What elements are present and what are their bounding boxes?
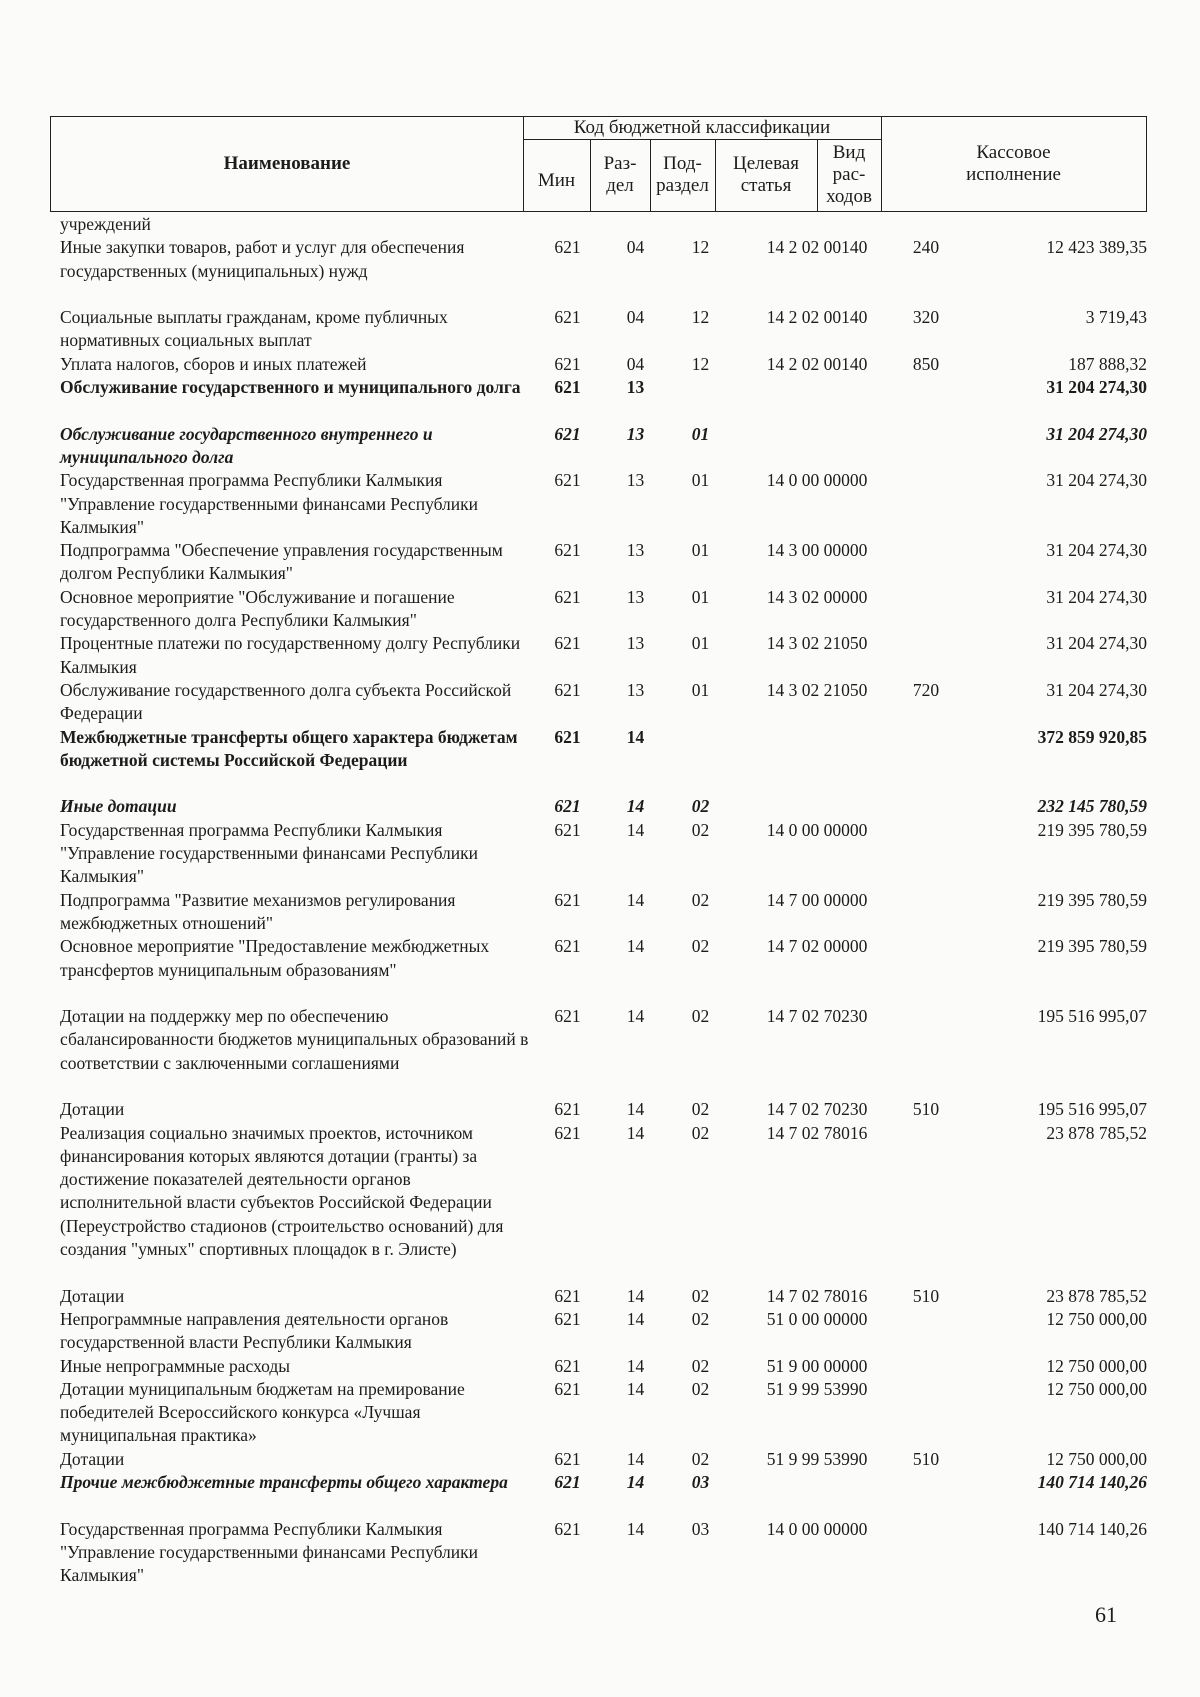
row-podrazdel: 02 bbox=[691, 1122, 710, 1143]
table-row bbox=[60, 539, 1147, 586]
row-name: Иные дотации bbox=[60, 796, 177, 817]
table-row bbox=[60, 819, 1147, 889]
row-razdel: 13 bbox=[626, 586, 645, 607]
row-podrazdel: 12 bbox=[691, 353, 710, 374]
row-name: Процентные платежи по государственному долгу Республики Калмыкия bbox=[60, 633, 521, 677]
row-sum: 31 204 274,30 bbox=[1046, 679, 1147, 700]
row-name: Дотации bbox=[60, 1448, 125, 1469]
row-razdel: 14 bbox=[626, 1472, 645, 1493]
row-celevaya: 14 2 02 00140 bbox=[766, 237, 868, 258]
row-sum: 195 516 995,07 bbox=[1037, 1006, 1147, 1027]
table-row bbox=[60, 1378, 1147, 1448]
table-row bbox=[60, 935, 1147, 1005]
table-row bbox=[60, 1355, 1147, 1378]
table-row bbox=[60, 376, 1147, 423]
row-sum: 232 145 780,59 bbox=[1037, 796, 1147, 817]
row-podrazdel: 02 bbox=[691, 796, 710, 817]
table-row bbox=[60, 469, 1147, 539]
row-min: 621 bbox=[554, 353, 581, 374]
row-sum: 12 750 000,00 bbox=[1046, 1355, 1147, 1376]
row-name: Межбюджетные трансферты общего характера бюджетам бюджетной системы Российской Федерации bbox=[60, 726, 518, 770]
row-celevaya: 51 9 99 53990 bbox=[766, 1378, 868, 1399]
row-vid: 320 bbox=[912, 307, 940, 328]
row-podrazdel: 02 bbox=[691, 1006, 710, 1027]
row-celevaya: 14 7 02 70230 bbox=[766, 1006, 868, 1027]
row-celevaya: 14 7 02 78016 bbox=[766, 1122, 868, 1143]
row-celevaya: 14 7 00 00000 bbox=[766, 889, 868, 910]
row-celevaya: 14 7 02 70230 bbox=[766, 1099, 868, 1120]
row-celevaya: 14 0 00 00000 bbox=[766, 1518, 868, 1539]
row-name: Социальные выплаты гражданам, кроме публичных нормативных социальных выплат bbox=[60, 307, 448, 351]
row-min: 621 bbox=[554, 1355, 581, 1376]
row-podrazdel: 12 bbox=[691, 307, 710, 328]
row-razdel: 04 bbox=[626, 353, 645, 374]
table-row bbox=[60, 353, 1147, 376]
row-celevaya: 14 0 00 00000 bbox=[766, 470, 868, 491]
row-name: Дотации bbox=[60, 1285, 125, 1306]
row-sum: 23 878 785,52 bbox=[1046, 1122, 1147, 1143]
table-row bbox=[60, 423, 1147, 470]
row-razdel: 14 bbox=[626, 889, 645, 910]
row-sum: 140 714 140,26 bbox=[1037, 1472, 1147, 1493]
row-min: 621 bbox=[554, 1285, 581, 1306]
row-sum: 372 859 920,85 bbox=[1037, 726, 1147, 747]
row-name: Основное мероприятие "Предоставление межбюджетных трансфертов муниципальным образованиям" bbox=[60, 936, 490, 980]
header-podrazdel: Под- раздел bbox=[656, 153, 709, 196]
row-razdel: 13 bbox=[626, 633, 645, 654]
header-name: Наименование bbox=[223, 153, 351, 174]
row-sum: 187 888,32 bbox=[1068, 353, 1147, 374]
row-min: 621 bbox=[554, 633, 581, 654]
row-min: 621 bbox=[554, 796, 581, 817]
row-min: 621 bbox=[554, 1518, 581, 1539]
row-min: 621 bbox=[554, 540, 581, 561]
row-name: Иные закупки товаров, работ и услуг для обеспечения государственных (муниципальных) нужд bbox=[60, 237, 465, 281]
row-razdel: 13 bbox=[626, 377, 645, 398]
row-podrazdel: 12 bbox=[691, 237, 710, 258]
row-min: 621 bbox=[554, 1308, 581, 1329]
row-min: 621 bbox=[554, 307, 581, 328]
row-sum: 12 750 000,00 bbox=[1046, 1448, 1147, 1469]
row-min: 621 bbox=[554, 237, 581, 258]
row-name: Подпрограмма "Развитие механизмов регулирования межбюджетных отношений" bbox=[60, 889, 456, 933]
row-razdel: 13 bbox=[626, 540, 645, 561]
table-row bbox=[60, 213, 1147, 236]
table-row bbox=[60, 1518, 1147, 1588]
row-min: 621 bbox=[554, 586, 581, 607]
row-celevaya: 14 7 02 00000 bbox=[766, 936, 868, 957]
row-sum: 31 204 274,30 bbox=[1046, 470, 1147, 491]
row-podrazdel: 02 bbox=[691, 819, 710, 840]
row-vid: 850 bbox=[912, 353, 940, 374]
row-min: 621 bbox=[554, 819, 581, 840]
row-razdel: 14 bbox=[626, 1099, 645, 1120]
row-celevaya: 14 3 02 00000 bbox=[766, 586, 868, 607]
table-row bbox=[60, 1448, 1147, 1471]
row-celevaya: 14 2 02 00140 bbox=[766, 353, 868, 374]
row-name: Уплата налогов, сборов и иных платежей bbox=[60, 353, 367, 374]
row-podrazdel: 02 bbox=[691, 1099, 710, 1120]
row-podrazdel: 01 bbox=[691, 423, 710, 444]
table-row bbox=[60, 236, 1147, 306]
row-razdel: 14 bbox=[626, 936, 645, 957]
row-podrazdel: 03 bbox=[691, 1472, 710, 1493]
row-name: Обслуживание государственного внутреннего и муниципального долга bbox=[60, 423, 433, 467]
table-row bbox=[60, 1005, 1147, 1098]
row-podrazdel: 02 bbox=[691, 889, 710, 910]
row-name: Государственная программа Республики Калмыкия "Управление государственными финансами Республики Калмыкия" bbox=[60, 470, 479, 537]
row-razdel: 14 bbox=[626, 726, 645, 747]
table-row bbox=[60, 889, 1147, 936]
row-sum: 195 516 995,07 bbox=[1037, 1099, 1147, 1120]
table-row bbox=[60, 632, 1147, 679]
row-podrazdel: 01 bbox=[691, 470, 710, 491]
table-row bbox=[60, 726, 1147, 796]
row-name: Иные непрограммные расходы bbox=[60, 1355, 291, 1376]
table-row bbox=[60, 586, 1147, 633]
row-razdel: 14 bbox=[626, 1355, 645, 1376]
header-code-group: Код бюджетной классификации bbox=[573, 117, 831, 138]
row-podrazdel: 01 bbox=[691, 679, 710, 700]
row-sum: 12 750 000,00 bbox=[1046, 1308, 1147, 1329]
table-header bbox=[50, 116, 1147, 212]
table-row bbox=[60, 1122, 1147, 1285]
row-name: Дотации муниципальным бюджетам на премирование победителей Всероссийского конкурса «Лучшая муниципальная практика» bbox=[60, 1378, 465, 1446]
table-row bbox=[60, 679, 1147, 726]
row-sum: 31 204 274,30 bbox=[1046, 377, 1147, 398]
row-name: Дотации на поддержку мер по обеспечению сбалансированности бюджетов муниципальных образований в соответствии с заключенными соглашениями bbox=[60, 1006, 529, 1073]
row-podrazdel: 02 bbox=[691, 1308, 710, 1329]
row-min: 621 bbox=[554, 423, 581, 444]
table-row bbox=[60, 1471, 1147, 1518]
row-podrazdel: 01 bbox=[691, 540, 710, 561]
row-min: 621 bbox=[554, 679, 581, 700]
row-min: 621 bbox=[554, 1448, 581, 1469]
row-vid: 510 bbox=[912, 1448, 940, 1469]
row-celevaya: 14 0 00 00000 bbox=[766, 819, 868, 840]
row-name: Основное мероприятие "Обслуживание и погашение государственного долга Республики Калмыкия" bbox=[60, 586, 455, 631]
row-razdel: 14 bbox=[626, 1122, 645, 1143]
row-name: Реализация социально значимых проектов, источником финансирования которых являются дотации (гранты) за достижение показателей деятельности органов исполнительной власти субъектов Российской Федерации (Переустройство стадионов (строительство оснований) для создания "умных" спортивных площадок в г. Элисте) bbox=[60, 1122, 504, 1260]
header-celevaya: Целевая статья bbox=[733, 153, 799, 196]
row-name: Дотации bbox=[60, 1099, 125, 1120]
row-celevaya: 51 9 99 53990 bbox=[766, 1448, 868, 1469]
row-razdel: 14 bbox=[626, 796, 645, 817]
row-razdel: 13 bbox=[626, 423, 645, 444]
row-celevaya: 51 0 00 00000 bbox=[766, 1308, 868, 1329]
row-podrazdel: 02 bbox=[691, 1285, 710, 1306]
row-sum: 219 395 780,59 bbox=[1037, 936, 1147, 957]
row-podrazdel: 01 bbox=[691, 633, 710, 654]
row-min: 621 bbox=[554, 1472, 581, 1493]
row-name: Обслуживание государственного долга субъекта Российской Федерации bbox=[60, 679, 512, 724]
page-number: 61 bbox=[1095, 1602, 1117, 1627]
row-razdel: 04 bbox=[626, 237, 645, 258]
row-sum: 3 719,43 bbox=[1085, 307, 1147, 328]
row-name: Непрограммные направления деятельности органов государственной власти Республики Калмыкия bbox=[60, 1308, 449, 1353]
row-razdel: 04 bbox=[626, 307, 645, 328]
row-podrazdel: 02 bbox=[691, 1448, 710, 1469]
row-razdel: 14 bbox=[626, 1308, 645, 1329]
row-sum: 31 204 274,30 bbox=[1046, 423, 1147, 444]
row-min: 621 bbox=[554, 1006, 581, 1027]
row-sum: 140 714 140,26 bbox=[1037, 1518, 1147, 1539]
row-celevaya: 14 3 02 21050 bbox=[766, 633, 868, 654]
row-min: 621 bbox=[554, 377, 581, 398]
row-sum: 219 395 780,59 bbox=[1037, 819, 1147, 840]
table-row bbox=[60, 1308, 1147, 1355]
row-name: Подпрограмма "Обеспечение управления государственным долгом Республики Калмыкия" bbox=[60, 540, 503, 584]
table-row bbox=[60, 1285, 1147, 1308]
row-sum: 23 878 785,52 bbox=[1046, 1285, 1147, 1306]
row-podrazdel: 02 bbox=[691, 1355, 710, 1376]
row-vid: 720 bbox=[912, 679, 940, 700]
row-sum: 12 750 000,00 bbox=[1046, 1378, 1147, 1399]
row-celevaya: 14 2 02 00140 bbox=[766, 307, 868, 328]
row-podrazdel: 02 bbox=[691, 936, 710, 957]
row-razdel: 14 bbox=[626, 1448, 645, 1469]
row-sum: 12 423 389,35 bbox=[1046, 237, 1147, 258]
row-razdel: 14 bbox=[626, 819, 645, 840]
table-row bbox=[60, 795, 1147, 818]
row-razdel: 14 bbox=[626, 1006, 645, 1027]
row-name: учреждений bbox=[60, 214, 151, 234]
row-sum: 219 395 780,59 bbox=[1037, 889, 1147, 910]
row-name: Государственная программа Республики Калмыкия "Управление государственными финансами Республики Калмыкия" bbox=[60, 819, 479, 887]
row-razdel: 14 bbox=[626, 1378, 645, 1399]
row-podrazdel: 03 bbox=[691, 1518, 710, 1539]
row-min: 621 bbox=[554, 470, 581, 491]
row-min: 621 bbox=[554, 1378, 581, 1399]
row-vid: 240 bbox=[912, 237, 940, 258]
row-celevaya: 14 7 02 78016 bbox=[766, 1285, 868, 1306]
header-vid: Вид рас- ходов bbox=[826, 142, 872, 207]
row-min: 621 bbox=[554, 936, 581, 957]
row-name: Прочие межбюджетные трансферты общего характера bbox=[60, 1472, 508, 1493]
row-celevaya: 14 3 00 00000 bbox=[766, 540, 868, 561]
row-min: 621 bbox=[554, 889, 581, 910]
row-vid: 510 bbox=[912, 1285, 940, 1306]
table-body bbox=[60, 213, 1147, 1588]
row-min: 621 bbox=[554, 726, 581, 747]
row-razdel: 13 bbox=[626, 470, 645, 491]
row-celevaya: 14 3 02 21050 bbox=[766, 679, 868, 700]
header-kassovoe: Кассовое исполнение bbox=[966, 142, 1061, 185]
row-razdel: 14 bbox=[626, 1518, 645, 1539]
row-razdel: 14 bbox=[626, 1285, 645, 1306]
row-min: 621 bbox=[554, 1122, 581, 1143]
row-podrazdel: 02 bbox=[691, 1378, 710, 1399]
header-razdel: Раз- дел bbox=[603, 153, 637, 196]
row-razdel: 13 bbox=[626, 679, 645, 700]
row-sum: 31 204 274,30 bbox=[1046, 586, 1147, 607]
header-min: Мин bbox=[537, 170, 576, 191]
row-name: Государственная программа Республики Калмыкия "Управление государственными финансами Республики Калмыкия" bbox=[60, 1518, 479, 1586]
row-celevaya: 51 9 00 00000 bbox=[766, 1355, 868, 1376]
table-row bbox=[60, 1098, 1147, 1121]
row-name: Обслуживание государственного и муниципального долга bbox=[60, 377, 521, 398]
row-vid: 510 bbox=[912, 1099, 940, 1120]
row-podrazdel: 01 bbox=[691, 586, 710, 607]
row-sum: 31 204 274,30 bbox=[1046, 633, 1147, 654]
row-sum: 31 204 274,30 bbox=[1046, 540, 1147, 561]
row-min: 621 bbox=[554, 1099, 581, 1120]
table-row bbox=[60, 306, 1147, 353]
